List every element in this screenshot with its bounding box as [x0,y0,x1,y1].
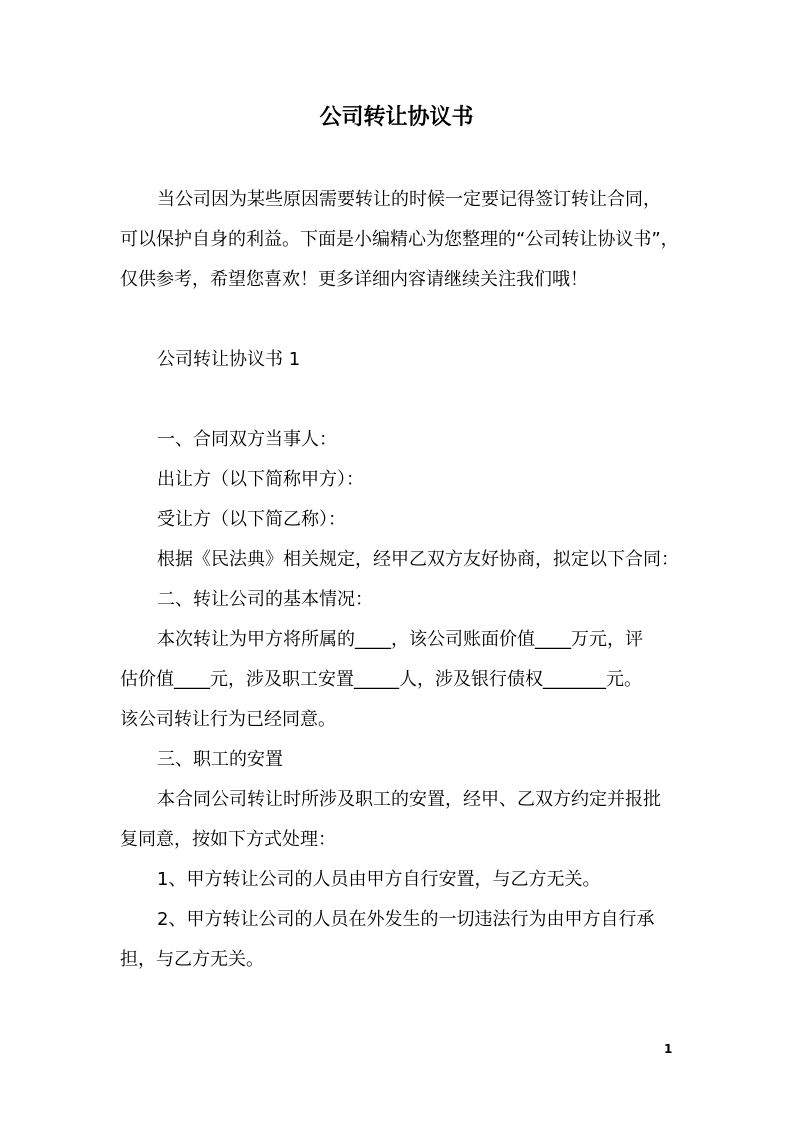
document-title: 公司转让协议书 [319,105,474,130]
clause-transferor: 出让方（以下简称甲方）： [157,469,364,490]
staff-line-1: 本合同公司转让时所涉及职工的安置，经甲、乙双方约定并报批 [157,789,661,810]
basic-info-line-2: 估价值____元，涉及职工安置_____人，涉及银行债权_______元。 [120,669,642,690]
page-number: 1 [664,1042,673,1056]
clause-legal-basis: 根据《民法典》相关规定，经甲乙双方友好协商，拟定以下合同： [157,549,679,570]
section-heading: 公司转让协议书 1 [157,349,301,370]
intro-line-2: 可以保护自身的利益。下面是小编精心为您整理的“公司转让协议书”， [120,229,679,250]
staff-item-2-line-2: 担，与乙方无关。 [120,949,264,970]
clause-parties: 一、合同双方当事人： [157,429,337,450]
clause-basic-info-heading: 二、转让公司的基本情况： [157,589,373,610]
intro-line-3: 仅供参考，希望您喜欢！更多详细内容请继续关注我们哦！ [120,269,588,290]
clause-transferee: 受让方（以下简乙称）： [157,509,346,530]
staff-heading: 三、职工的安置 [157,749,283,770]
document-body [120,180,680,980]
spacer [120,380,680,420]
staff-item-2-line-1: 2、甲方转让公司的人员在外发生的一切违法行为由甲方自行承 [157,909,655,930]
staff-line-2: 复同意，按如下方式处理： [120,829,336,850]
intro-line-1: 当公司因为某些原因需要转让的时候一定要记得签订转让合同， [157,189,661,210]
basic-info-line-3: 该公司转让行为已经同意。 [120,709,336,730]
staff-item-1: 1、甲方转让公司的人员由甲方自行安置，与乙方无关。 [157,869,601,890]
basic-info-line-1: 本次转让为甲方将所属的____，该公司账面价值____万元，评 [157,629,643,650]
spacer [120,300,680,340]
